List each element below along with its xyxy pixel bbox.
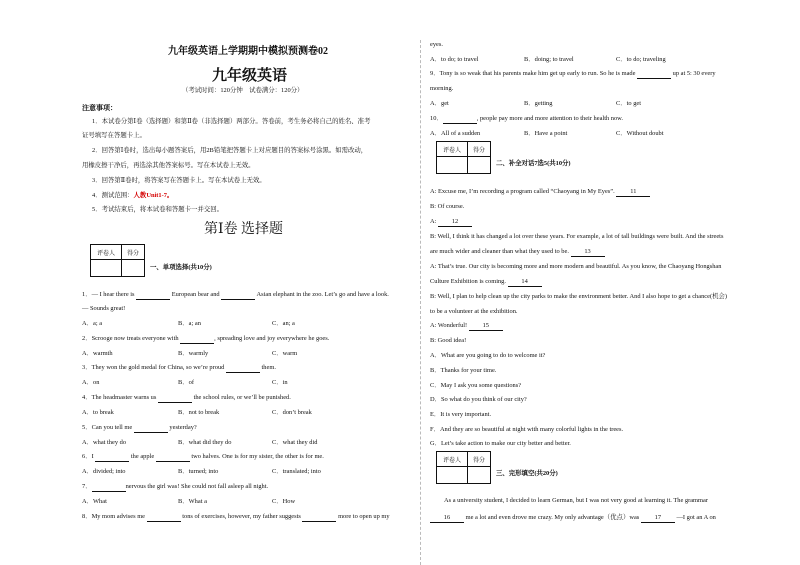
q4-option-a: A．to break (82, 409, 114, 416)
dialogue-option-d: D．So what do you think of our city? (430, 396, 527, 403)
q5-option-a: A．what they do (82, 439, 127, 446)
question-8-cont: eyes. (430, 41, 443, 48)
q6-option-c: C．translated; into (272, 468, 321, 475)
q9-option-c: C．to get (616, 100, 642, 107)
dialogue-line-6: A: That’s true. Our city is becoming more and more modern and beautiful. As you know, the Chaoyang Hongshan (430, 263, 722, 270)
question-8: 8．My mom advises me tons of exercises, however, my father suggests more to open up my (82, 513, 390, 520)
note-3: 3．回答第Ⅱ卷时，将答案写在答题卡上。写在本试卷上无效。 (92, 177, 266, 184)
q9-option-a: A．get (430, 100, 449, 107)
question-1-extra: — Sounds great! (82, 305, 126, 312)
q3-option-b: B．of (178, 379, 194, 386)
q2-option-b: B．warmly (178, 350, 209, 357)
blank-11: 11 (616, 188, 650, 197)
grader-box-1: 评卷人 得分 (90, 244, 145, 277)
cloze-line-1: As a university student, I decided to learn German, but I was not very good at learning it. The grammar (444, 497, 708, 504)
time-info: （考试时间：120分钟 试卷满分：120分） (182, 87, 304, 94)
q1-option-b: B．a; an (178, 320, 201, 327)
notes-title: 注意事项： (82, 104, 117, 112)
exam-title: 九年级英语上学期期中模拟预测卷02 (168, 46, 328, 57)
dialogue-option-e: E．It is very important. (430, 411, 492, 418)
blank (221, 291, 255, 300)
q10-option-a: A．All of a sudden (430, 130, 481, 137)
dialogue-line-9: to be a volunteer at the exhibition. (430, 308, 518, 315)
blank (95, 453, 129, 462)
dialogue-line-8: B: Well, I plan to help clean up the city parks to make the environment better. And I also hope to get a chance(机会) (430, 293, 727, 300)
question-9-cont: morning. (430, 85, 454, 92)
q1-option-a: A．a; a (82, 320, 103, 327)
q5-option-b: B．what did they do (178, 439, 232, 446)
note-1a: 1．本试卷分第Ⅰ卷（选择题）和第Ⅱ卷（非选择题）两部分。答卷前，考生务必将自己的姓名、准考 (92, 118, 371, 125)
dialogue-line-7: Culture Exhibition is coming. 14 (430, 278, 542, 287)
q10-option-c: C．Without doubt (616, 130, 664, 137)
blank (226, 364, 260, 373)
dialogue-line-3: A: 12 (430, 218, 472, 227)
note-2b: 用橡皮擦干净后，再选涂其他答案标号。写在本试卷上无效。 (82, 162, 255, 169)
blank-12: 12 (438, 218, 472, 227)
q8-option-c: C．to do; traveling (616, 56, 666, 63)
q8-option-b: B．doing; to travel (524, 56, 574, 63)
blank (302, 513, 336, 522)
q3-option-a: A．on (82, 379, 100, 386)
q10-option-b: B．Have a point (524, 130, 568, 137)
q7-option-a: A．What (82, 498, 107, 505)
question-7: 7． nervous the girl was! She could not fall asleep all night. (82, 483, 269, 490)
grader-box-3: 评卷人 得分 (436, 451, 491, 484)
blank (156, 453, 190, 462)
blank-14: 14 (508, 278, 542, 287)
dialogue-option-a: A．What are you going to do to welcome it? (430, 352, 546, 359)
q5-option-c: C．what they did (272, 439, 318, 446)
q7-option-c: C．How (272, 498, 296, 505)
dialogue-line-2: B: Of course. (430, 203, 465, 210)
column-divider (420, 40, 421, 565)
dialogue-line-4: B: Well, I think it has changed a lot over these years. For example, a lot of tall buildings were built. And the streets (430, 233, 724, 240)
blank-13: 13 (571, 248, 605, 257)
blank (637, 70, 671, 79)
note-1b: 证号填写在答题卡上。 (82, 132, 146, 139)
q6-option-b: B．turned; into (178, 468, 219, 475)
dialogue-line-1: A: Excuse me, I’m recording a program called “Chaoyang in My Eyes”. 11 (430, 188, 650, 197)
grader-box-2: 评卷人 得分 (436, 141, 491, 174)
note-2a: 2．回答第Ⅰ卷时，选出每小题答案后，用2B铅笔把答题卡上对应题目的答案标号涂黑。如需改动， (92, 147, 368, 154)
dialogue-option-c: C．May I ask you some questions? (430, 382, 522, 389)
blank-15: 15 (469, 322, 503, 331)
blank (158, 394, 192, 403)
question-4: 4．The headmaster warns us the school rules, or we’ll be punished. (82, 394, 291, 401)
question-6: 6．I the apple two halves. One is for my sister, the other is for me. (82, 453, 324, 460)
q4-option-c: C．don’t break (272, 409, 312, 416)
question-1: 1．— I hear there is European bear and Asian elephant in the zoo. Let’s go and have a look. (82, 291, 389, 298)
dialogue-option-g: G．Let’s take action to make our city better and better. (430, 440, 571, 447)
dialogue-line-5: are much wider and cleaner than what they used to be. 13 (430, 248, 605, 257)
note-4: 4．测试范围：人教Unit1-7。 (92, 192, 174, 199)
q2-option-a: A．warmth (82, 350, 113, 357)
note-5: 5．考试结束后，将本试卷和答题卡一并交回。 (92, 206, 224, 213)
question-2: 2．Scrooge now treats everyone with , spreading love and joy everywhere he goes. (82, 335, 330, 342)
blank (136, 291, 170, 300)
section-1-title: 一、单项选择(共10分) (150, 264, 212, 271)
blank (180, 335, 214, 344)
blank-16: 16 (430, 514, 464, 523)
q4-option-b: B．not to break (178, 409, 220, 416)
q3-option-c: C．in (272, 379, 288, 386)
blank-17: 17 (641, 514, 675, 523)
q8-option-a: A．to do; to travel (430, 56, 479, 63)
blank (443, 115, 477, 124)
cloze-line-2: 16 me a lot and even drove me crazy. My only advantage（优点）was 17 —I got an A on (430, 514, 716, 523)
q9-option-b: B．getting (524, 100, 553, 107)
section-3-title: 三、完形填空(共20分) (496, 470, 558, 477)
blank (134, 424, 168, 433)
q2-option-c: C．warm (272, 350, 298, 357)
q1-option-c: C．an; a (272, 320, 295, 327)
q6-option-a: A．divided; into (82, 468, 126, 475)
question-5: 5．Can you tell me yesterday? (82, 424, 197, 431)
dialogue-line-10: A: Wonderful! 15 (430, 322, 503, 331)
blank (92, 483, 126, 492)
question-3: 3．They won the gold medal for China, so we’re proud them. (82, 364, 276, 371)
question-10: 10． , people pay more and more attention to their health now. (430, 115, 623, 122)
dialogue-option-f: F．And they are so beautiful at night with many colorful lights in the trees. (430, 426, 624, 433)
blank (147, 513, 181, 522)
part1-title: 第Ⅰ卷 选择题 (204, 222, 284, 237)
dialogue-line-11: B: Good idea! (430, 337, 467, 344)
test-scope: 人教Unit1-7。 (133, 192, 174, 199)
q7-option-b: B．What a (178, 498, 207, 505)
subject-title: 九年级英语 (212, 68, 288, 84)
question-9: 9．Tony is so weak that his parents make him get up early to run. So he is made up at 5: 30 every (430, 70, 716, 77)
dialogue-option-b: B．Thanks for your time. (430, 367, 497, 374)
section-2-title: 二、补全对话7选5(共10分) (496, 160, 571, 167)
